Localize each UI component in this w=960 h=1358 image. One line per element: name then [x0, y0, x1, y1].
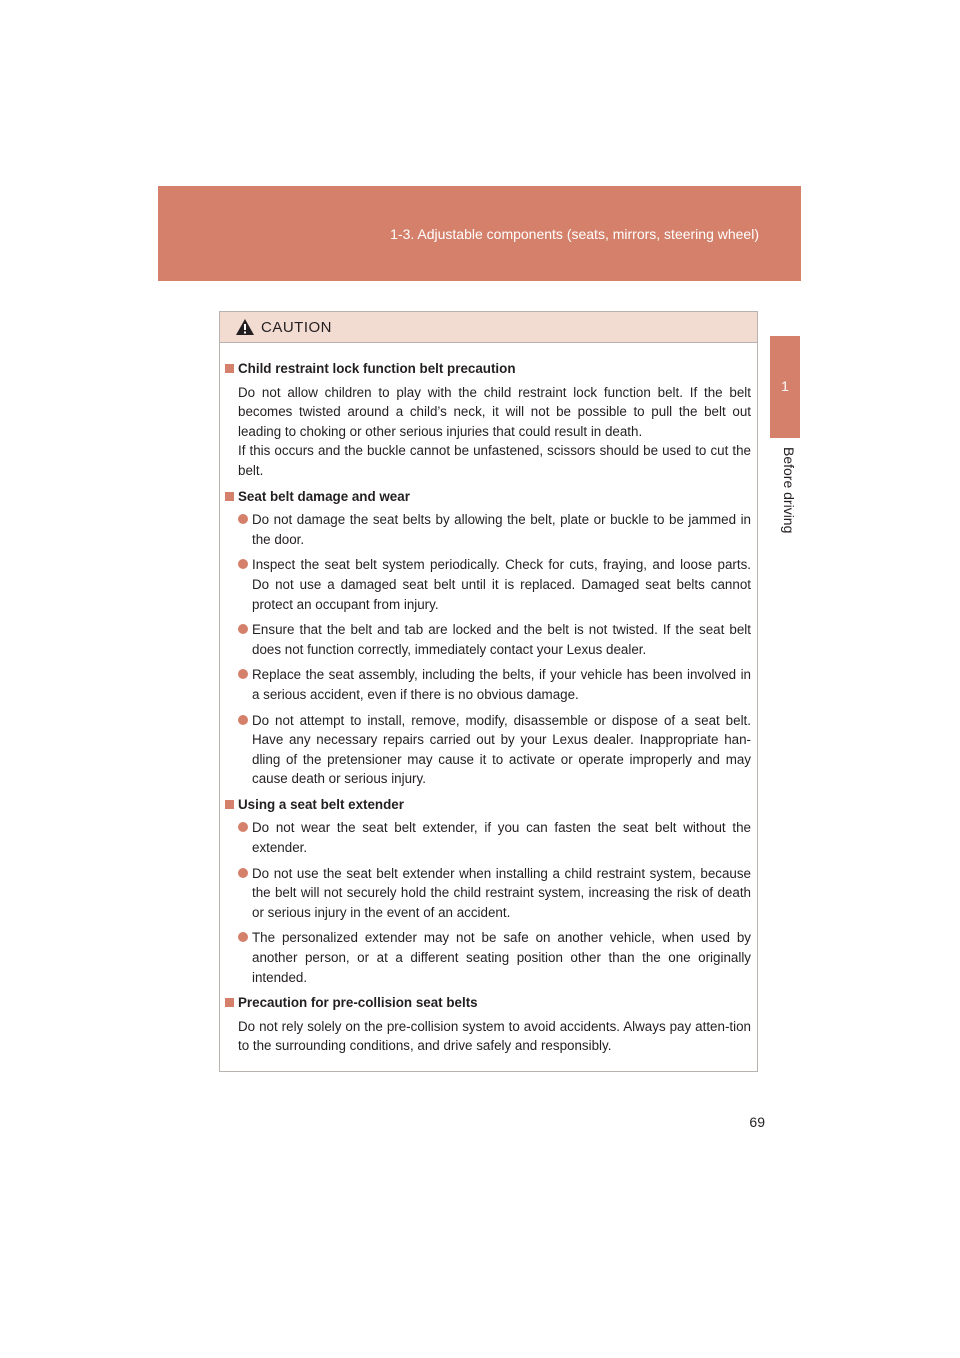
circle-bullet-icon: [238, 514, 248, 524]
chapter-label: Before driving: [781, 447, 797, 534]
paragraph: Do not allow children to play with the child restraint lock function belt. If the belt becomes twisted around a child’s neck, it will not be possible to pull the belt out leading to choking or other serious injuries that could result in death. If this occurs and the buckle cannot be unfastened, scissors should be used to cut the belt.: [238, 384, 751, 478]
circle-bullet-icon: [238, 868, 248, 878]
caution-box: [219, 311, 758, 1072]
page-number: 69: [749, 1114, 765, 1130]
list-item: Replace the seat assembly, including the belts, if your vehicle has been involved in a serious accident, even if there is no obvious damage.: [238, 665, 751, 704]
square-bullet-icon: [225, 998, 234, 1007]
section-heading: Precaution for pre-collision seat belts: [225, 993, 751, 1013]
list-item: Do not attempt to install, remove, modify, disassemble or dispose of a seat belt. Have any necessary repairs carried out by your Lexus dealer. Inappropriate han-dling of the pretensioner may cause it to activate or operate improperly and may cause death or serious injury.: [238, 711, 751, 789]
square-bullet-icon: [225, 492, 234, 501]
list-item: Do not wear the seat belt extender, if you can fasten the seat belt without the extender.: [238, 818, 751, 857]
section-heading: Child restraint lock function belt precaution: [225, 359, 751, 379]
section-title: 1-3. Adjustable components (seats, mirrors, steering wheel): [390, 226, 759, 242]
circle-bullet-icon: [238, 624, 248, 634]
warning-triangle-icon: [235, 318, 255, 336]
caution-body: [220, 343, 757, 1056]
list-item: The personalized extender may not be safe on another vehicle, when used by another person, or at a different seating position other than the one originally intended.: [238, 928, 751, 987]
circle-bullet-icon: [238, 822, 248, 832]
header-band: [158, 186, 801, 281]
circle-bullet-icon: [238, 932, 248, 942]
list-item: Do not use the seat belt extender when installing a child restraint system, because the belt will not securely hold the child restraint system, increasing the risk of death or serious injury in the event of an accident.: [238, 864, 751, 923]
list-item: Ensure that the belt and tab are locked and the belt is not twisted. If the seat belt does not function correctly, immediately contact your Lexus dealer.: [238, 620, 751, 659]
caution-header: [220, 312, 757, 343]
square-bullet-icon: [225, 800, 234, 809]
caution-title: CAUTION: [261, 318, 332, 336]
square-bullet-icon: [225, 364, 234, 373]
list-item: Do not damage the seat belts by allowing the belt, plate or buckle to be jammed in the door.: [238, 510, 751, 549]
list-item: Inspect the seat belt system periodically. Check for cuts, fraying, and loose parts. Do not use a damaged seat belt until it is replaced. Damaged seat belts cannot protect an occupant from injury.: [238, 555, 751, 614]
section-heading: Using a seat belt extender: [225, 795, 751, 815]
circle-bullet-icon: [238, 715, 248, 725]
chapter-number: 1: [781, 378, 789, 394]
circle-bullet-icon: [238, 669, 248, 679]
paragraph: Do not rely solely on the pre-collision system to avoid accidents. Always pay atten-tion to the surrounding conditions, and drive safely and responsibly.: [238, 1018, 751, 1054]
chapter-tab: [770, 336, 800, 438]
section-heading: Seat belt damage and wear: [225, 487, 751, 507]
circle-bullet-icon: [238, 559, 248, 569]
